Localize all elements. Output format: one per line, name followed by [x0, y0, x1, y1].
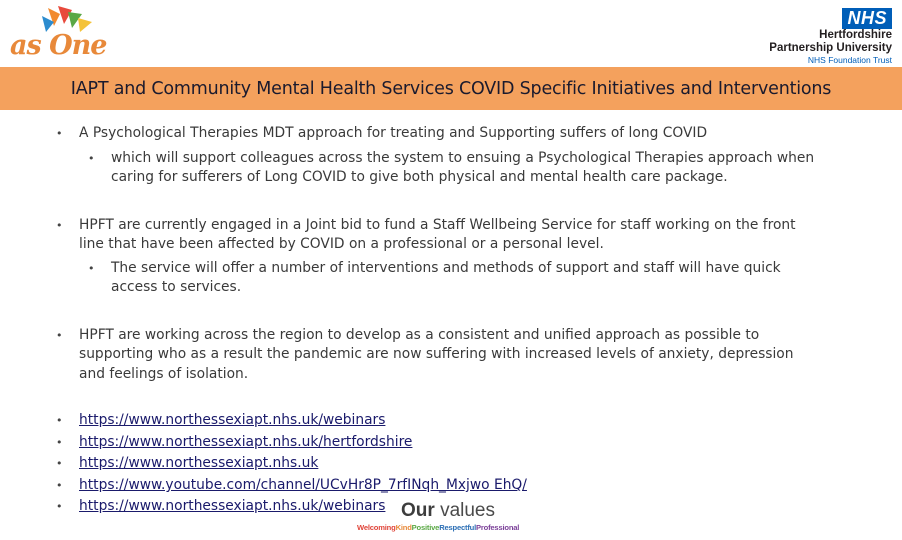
link-bullet-3: • [56, 457, 63, 470]
link-home[interactable]: https://www.northessexiapt.nhs.uk [79, 455, 319, 471]
link-bullet-2: • [56, 436, 63, 449]
sub-bullet-1: • [88, 152, 95, 165]
item-1-text: A Psychological Therapies MDT approach for treating and Supporting suffers of long COVID [79, 125, 708, 141]
item-1-sub-line1: which will support colleagues across the system to ensuing a Psychological Therapies approach when [111, 150, 815, 166]
bullet-3: • [56, 329, 63, 342]
link-youtube[interactable]: https://www.youtube.com/channel/UCvHr8P_7rfINqh_Mxjwo EhQ/ [79, 477, 527, 493]
item-3-line3: and feelings of isolation. [79, 366, 249, 382]
nhs-badge: NHS [842, 8, 892, 29]
link-bullet-1: • [56, 414, 63, 427]
sub-bullet-2: • [88, 262, 95, 275]
page-title: IAPT and Community Mental Health Services COVID Specific Initiatives and Interventions [70, 78, 832, 99]
our-values-heading: Our values [401, 500, 495, 521]
link-bullet-5: • [56, 500, 63, 513]
our-values-tagline: WelcomingKindPositiveRespectfulProfessional [357, 523, 520, 532]
link-webinars[interactable]: https://www.northessexiapt.nhs.uk/webinars [79, 412, 386, 428]
item-2-line2: line that have been affected by COVID on a professional or a personal level. [79, 236, 604, 252]
item-2-line1: HPFT are currently engaged in a Joint bid to fund a Staff Wellbeing Service for staff working on the front [79, 217, 796, 233]
link-bullet-4: • [56, 479, 63, 492]
trust-name-line1: Hertfordshire [819, 29, 892, 41]
item-1-sub-line2: caring for sufferers of Long COVID to give both physical and mental health care package. [111, 169, 728, 185]
link-webinars-2[interactable]: https://www.northessexiapt.nhs.uk/webinars [79, 498, 386, 514]
bullet-1: • [56, 127, 63, 140]
bullet-2: • [56, 219, 63, 232]
item-3-line1: HPFT are working across the region to develop as a consistent and unified approach as possible to [79, 327, 760, 343]
trust-name-line2: Partnership University [769, 42, 892, 54]
trust-name-line3: NHS Foundation Trust [807, 55, 892, 65]
item-3-line2: supporting who as a result the pandemic are now suffering with increased levels of anxiety, depression [79, 346, 794, 362]
link-hertfordshire[interactable]: https://www.northessexiapt.nhs.uk/hertfordshire [79, 434, 413, 450]
item-2-sub-line1: The service will offer a number of interventions and methods of support and staff will have quick [111, 260, 781, 276]
as-one-wordmark: as One [10, 30, 107, 61]
item-2-sub-line2: access to services. [111, 279, 242, 295]
our-values-logo [357, 500, 547, 540]
